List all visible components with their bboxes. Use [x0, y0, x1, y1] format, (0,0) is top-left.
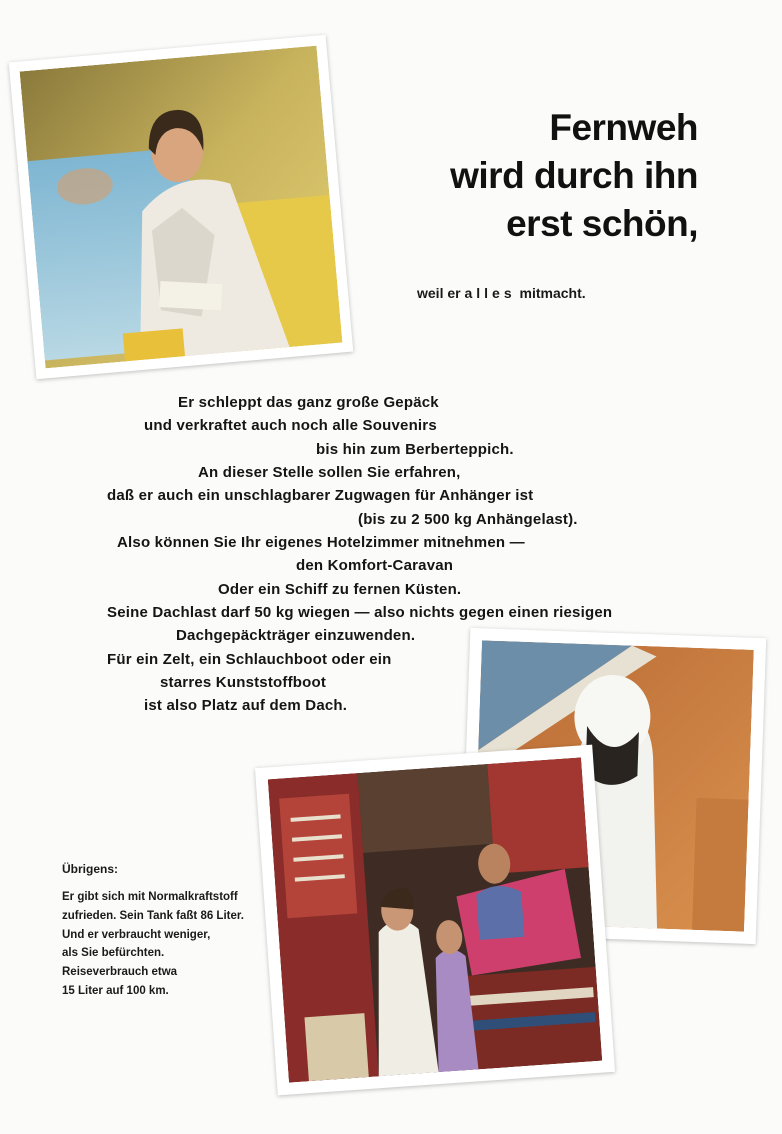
sidebar-line-6: 15 Liter auf 100 km. — [62, 985, 169, 997]
photo-carpet-market — [255, 745, 615, 1096]
body-line-2: und verkraftet auch noch alle Souvenirs — [144, 417, 437, 434]
headline-line-3: erst schön, — [506, 203, 698, 244]
body-line-12: Für ein Zelt, ein Schlauchboot oder ein — [107, 651, 392, 668]
body-line-10: Seine Dachlast darf 50 kg wiegen — also nichts gegen einen riesigen — [107, 604, 613, 621]
headline — [400, 104, 698, 248]
body-line-13: starres Kunststoffboot — [160, 674, 327, 691]
body-line-9: Oder ein Schiff zu fernen Küsten. — [218, 581, 462, 598]
sidebar-line-1: Er gibt sich mit Normalkraftstoff — [62, 891, 238, 903]
sidebar-title: Übrigens: — [62, 862, 119, 876]
body-line-8: den Komfort-Caravan — [296, 557, 454, 574]
subline — [417, 285, 586, 301]
subline-pre: weil er — [417, 285, 465, 301]
photo-carpet-market-image — [268, 757, 602, 1082]
subline-emphasis: alles — [464, 285, 516, 301]
headline-line-2: wird durch ihn — [450, 155, 698, 196]
body-line-3: bis hin zum Berberteppich. — [316, 441, 514, 458]
body-line-14: ist also Platz auf dem Dach. — [144, 697, 348, 714]
photo-woman-reading — [9, 35, 354, 380]
body-line-11: Dachgepäckträger einzuwenden. — [176, 627, 416, 644]
headline-line-1: Fernweh — [549, 107, 698, 148]
body-line-6: (bis zu 2 500 kg Anhängelast). — [358, 511, 578, 528]
subline-post: mitmacht. — [515, 285, 586, 301]
body-line-7: Also können Sie Ihr eigenes Hotelzimmer mitnehmen — — [117, 534, 525, 551]
sidebar-line-2: zufrieden. Sein Tank faßt 86 Liter. — [62, 910, 244, 922]
body-line-4: An dieser Stelle sollen Sie erfahren, — [198, 464, 461, 481]
photo-woman-reading-image — [20, 46, 343, 369]
sidebar-line-4: als Sie befürchten. — [62, 947, 165, 959]
sidebar-line-3: Und er verbraucht weniger, — [62, 929, 211, 941]
body-line-5: daß er auch ein unschlagbarer Zugwagen für Anhänger ist — [107, 487, 534, 504]
sidebar-line-5: Reiseverbrauch etwa — [62, 966, 178, 978]
body-line-1: Er schleppt das ganz große Gepäck — [178, 394, 439, 411]
